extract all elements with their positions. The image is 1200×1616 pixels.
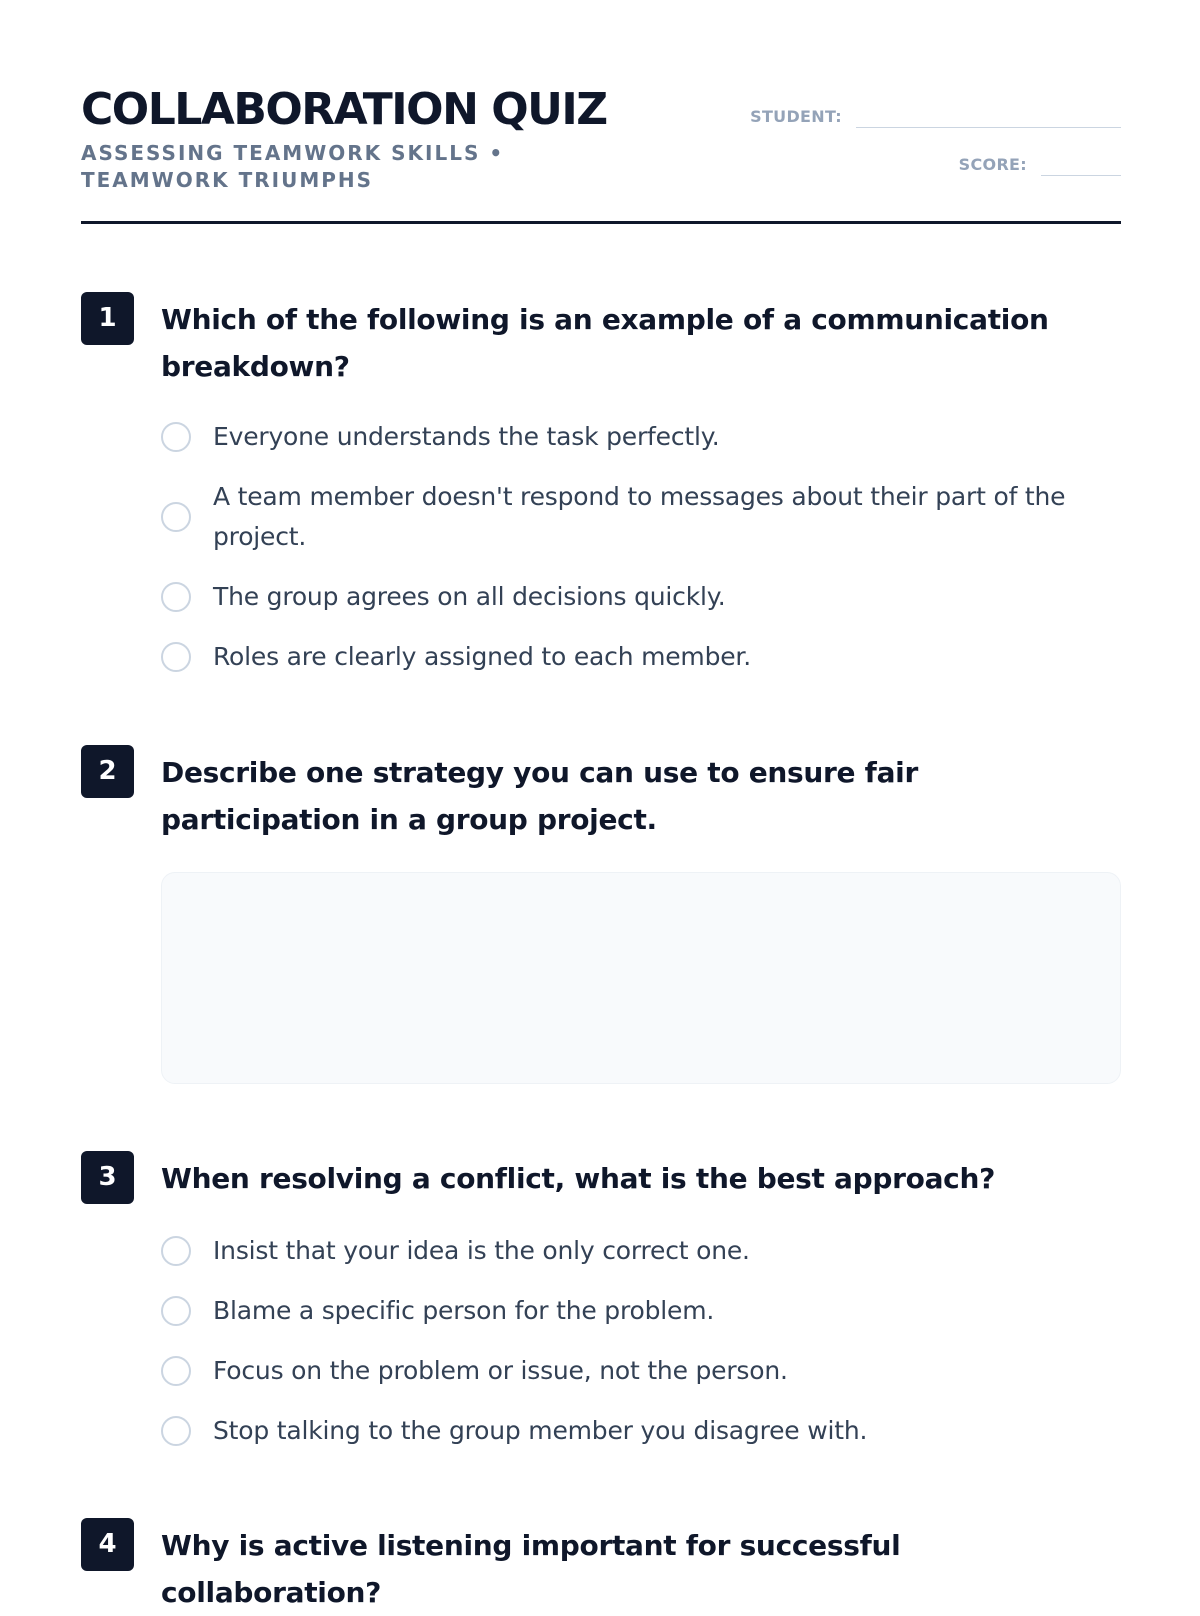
option-label: Roles are clearly assigned to each member. (213, 642, 751, 671)
question-number-badge: 4 (81, 1518, 134, 1571)
question-text: Why is active listening important for successful collaboration? (161, 1529, 901, 1609)
option-label: Stop talking to the group member you disagree with. (213, 1416, 868, 1445)
page-title: COLLABORATION QUIZ (81, 84, 607, 135)
score-line[interactable] (1041, 146, 1121, 176)
option-label: Focus on the problem or issue, not the person. (213, 1356, 788, 1385)
question-text: Which of the following is an example of a communication breakdown? (161, 303, 1049, 383)
answer-option[interactable] (161, 637, 1121, 677)
student-label: STUDENT: (750, 107, 842, 126)
score-label: SCORE: (958, 155, 1027, 174)
radio-button[interactable] (161, 642, 191, 672)
radio-button[interactable] (161, 1296, 191, 1326)
answer-option[interactable] (161, 1411, 1121, 1451)
option-label: The group agrees on all decisions quickly. (213, 582, 726, 611)
answer-textarea[interactable] (161, 872, 1121, 1084)
answer-option[interactable] (161, 477, 1121, 557)
question-number-badge: 2 (81, 745, 134, 798)
score-field (959, 146, 1121, 176)
student-name-line[interactable] (856, 98, 1121, 128)
quiz-header (81, 0, 1121, 224)
radio-button[interactable] (161, 1416, 191, 1446)
option-label: Insist that your idea is the only correct one. (213, 1236, 750, 1265)
answer-option[interactable] (161, 1231, 1121, 1271)
question-text: When resolving a conflict, what is the best approach? (161, 1162, 996, 1195)
page-subtitle: ASSESSING TEAMWORK SKILLS • TEAMWORK TRIUMPHS (81, 141, 505, 192)
quiz-page (81, 0, 1121, 1609)
answer-option[interactable] (161, 417, 1121, 457)
option-label: Blame a specific person for the problem. (213, 1296, 715, 1325)
answer-option[interactable] (161, 1291, 1121, 1331)
radio-button[interactable] (161, 1236, 191, 1266)
option-label: A team member doesn't respond to messages about their part of the project. (213, 482, 1066, 551)
question-number-badge: 3 (81, 1151, 134, 1204)
question-text: Describe one strategy you can use to ensure fair participation in a group project. (161, 756, 918, 836)
student-field (750, 98, 1121, 128)
radio-button[interactable] (161, 582, 191, 612)
question-number-badge: 1 (81, 292, 134, 345)
option-label: Everyone understands the task perfectly. (213, 422, 720, 451)
answer-option[interactable] (161, 577, 1121, 617)
radio-button[interactable] (161, 422, 191, 452)
answer-option[interactable] (161, 1351, 1121, 1391)
radio-button[interactable] (161, 1356, 191, 1386)
radio-button[interactable] (161, 502, 191, 532)
